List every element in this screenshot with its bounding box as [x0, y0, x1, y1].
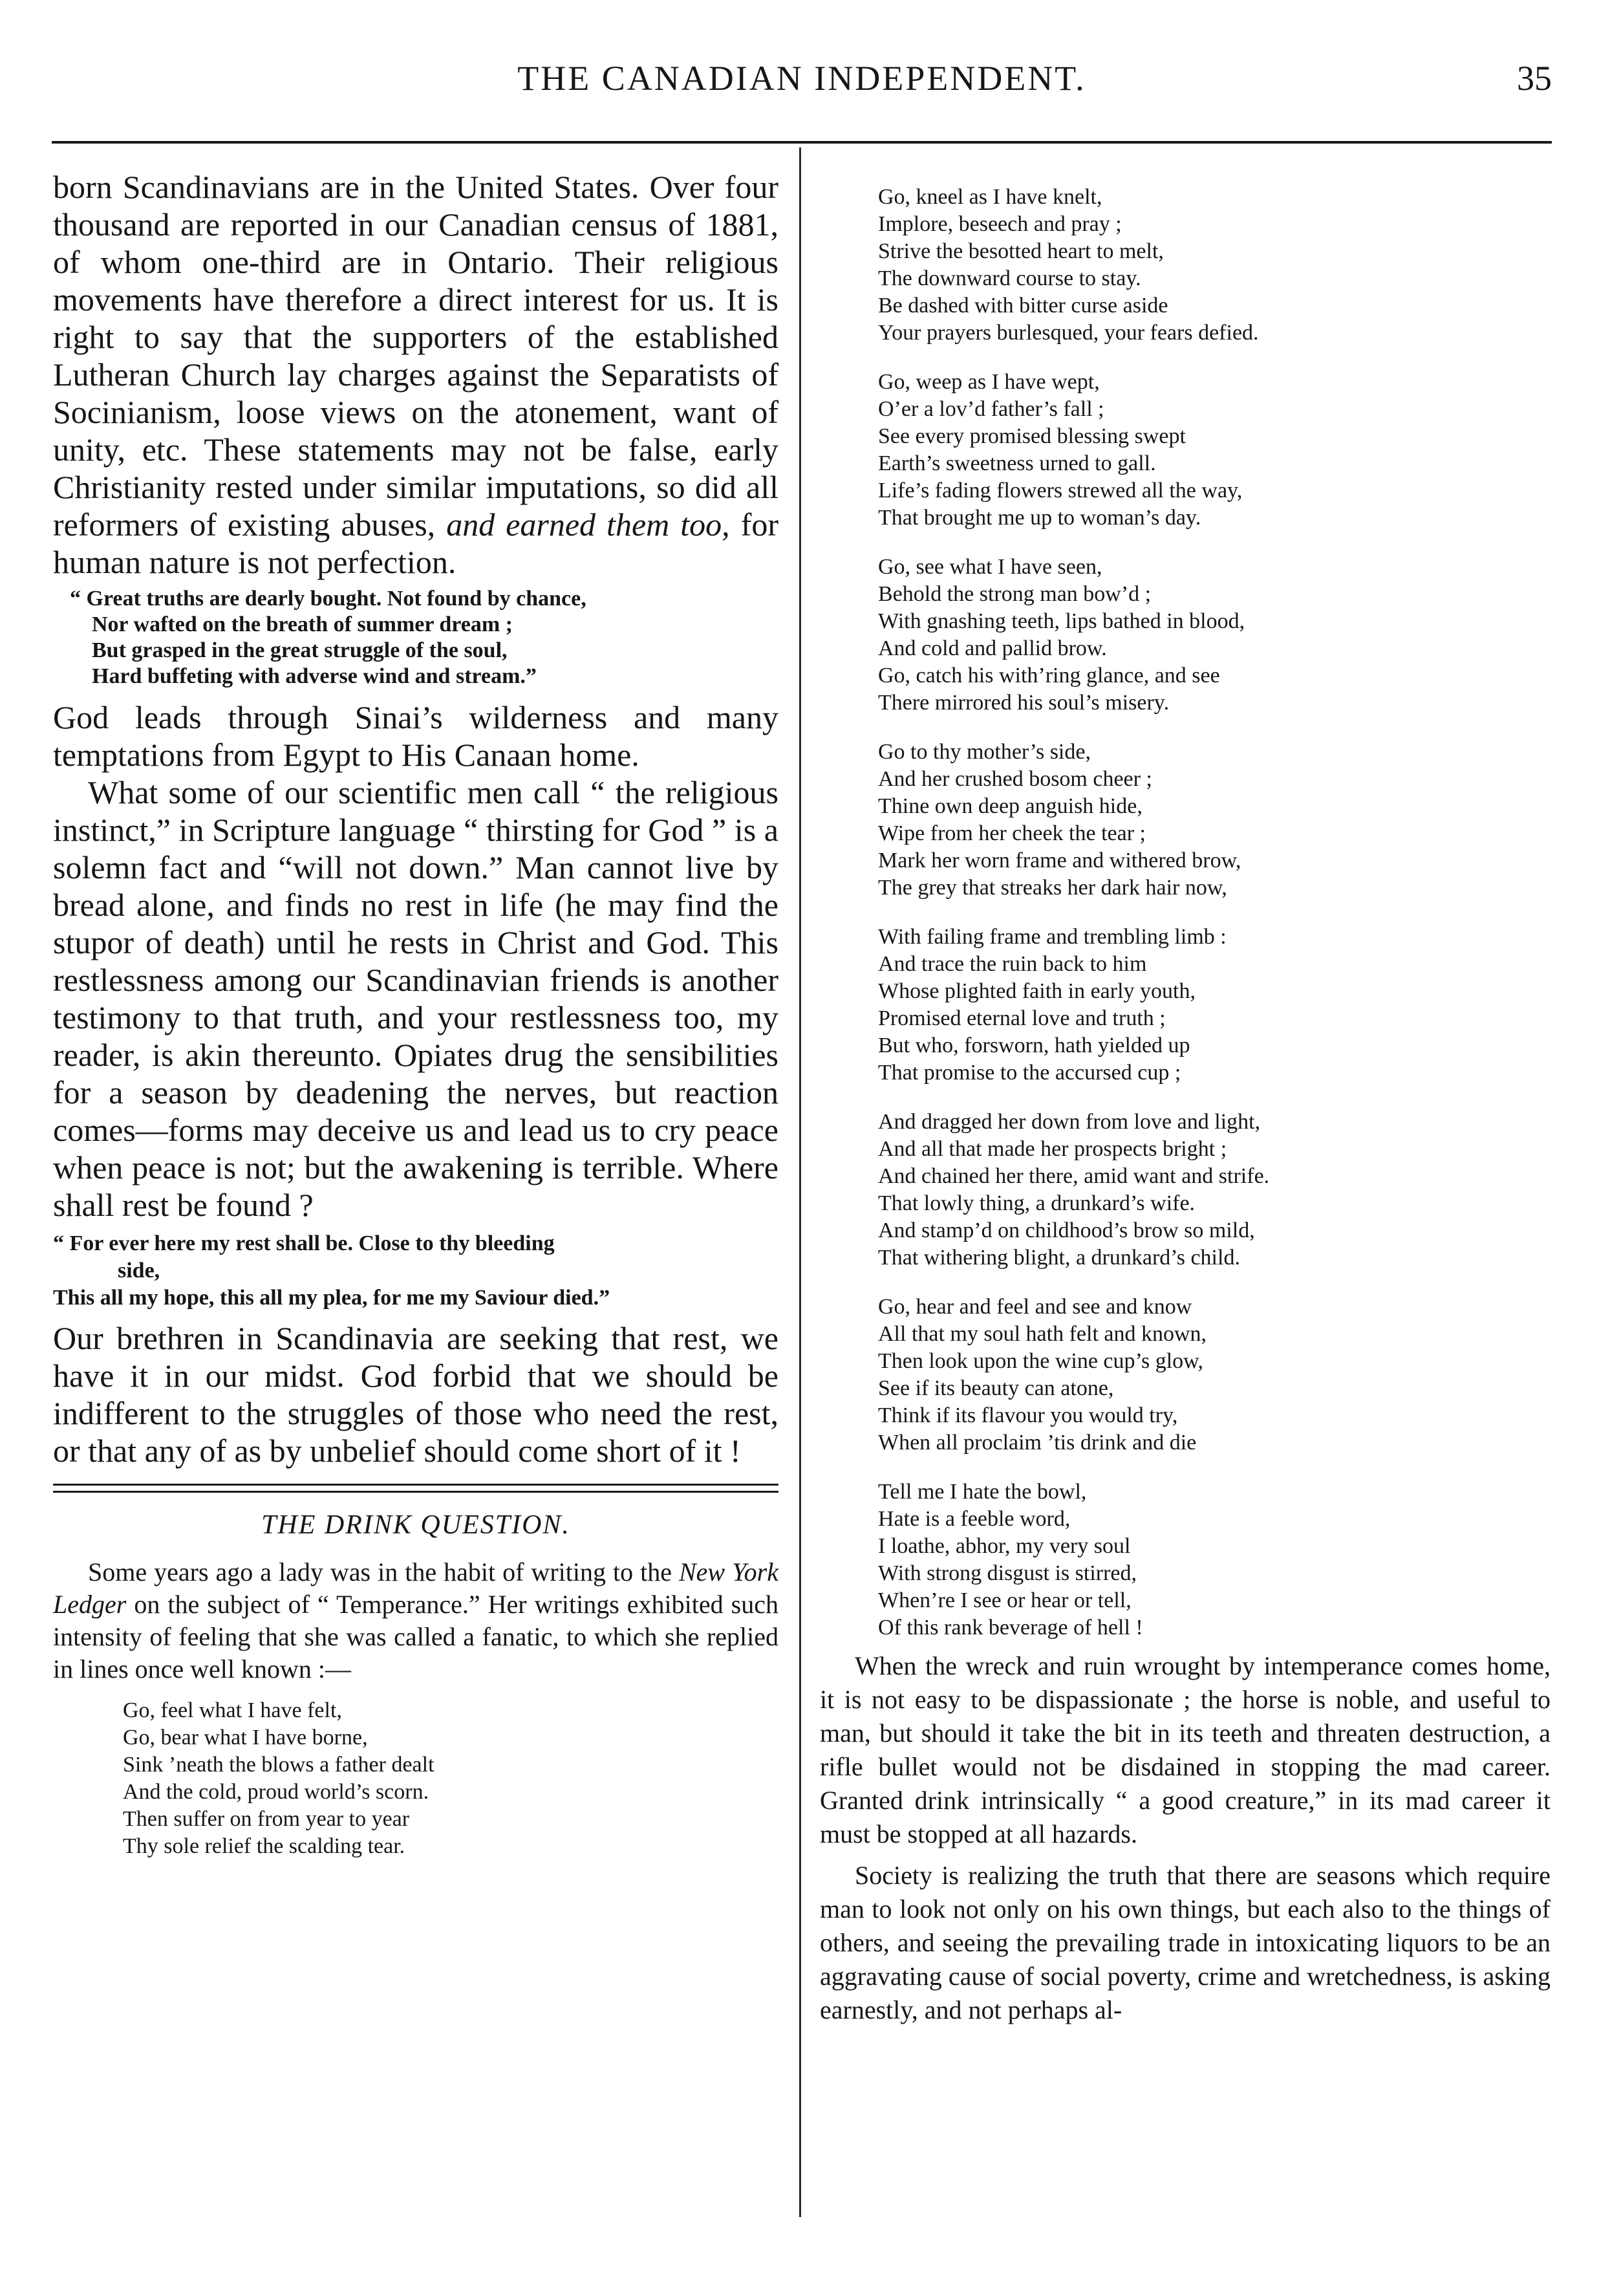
verse-line: Go, catch his with’ring glance, and see: [878, 664, 1220, 688]
verse-line: Your prayers burlesqued, your fears defied.: [878, 321, 1259, 345]
paragraph-text: for human nature is not perfection.: [53, 506, 778, 580]
verse-line: And chained her there, amid want and strife.: [878, 1164, 1270, 1188]
right-column: [820, 168, 1551, 2027]
verse-line: The grey that streaks her dark hair now,: [878, 876, 1227, 900]
section-title: THE DRINK QUESTION.: [261, 1510, 570, 1540]
verse-line: That brought me up to woman’s day.: [878, 506, 1201, 530]
verse-line: Think if its flavour you would try,: [878, 1403, 1178, 1427]
verse-line: All that my soul hath felt and known,: [878, 1322, 1207, 1346]
poem-stanza: [878, 184, 1551, 347]
paragraph: Society is realizing the truth that there are seasons which require man to look not only on his own things, but each also to the things of others, and seeing the prevailing trade in intoxicating liquors to be an aggravating cause of social poverty, crime and wretchedness, is asking earnestly, and not perhaps al-: [820, 1861, 1551, 2024]
verse-line: Whose plighted faith in early youth,: [878, 979, 1196, 1003]
verse-line: Go, see what I have seen,: [878, 555, 1102, 579]
verse-line: With failing frame and trembling limb :: [878, 925, 1227, 949]
verse-line: This all my hope, this all my plea, for me my Saviour died.”: [53, 1286, 610, 1310]
paragraph: [53, 168, 778, 581]
verse-line: “ For ever here my rest shall be. Close to thy bleeding: [53, 1231, 555, 1255]
section-rule: [53, 1484, 778, 1486]
hymn-quote: [53, 1230, 778, 1312]
page-number: 35: [1517, 59, 1552, 98]
verse-line: And trace the ruin back to him: [878, 952, 1147, 976]
verse-line: Tell me I hate the bowl,: [878, 1480, 1087, 1504]
verse-line: Behold the strong man bow’d ;: [878, 582, 1152, 606]
verse-line: See if its beauty can atone,: [878, 1376, 1114, 1400]
poem-stanza: [878, 1478, 1551, 1641]
verse-line: Strive the besotted heart to melt,: [878, 239, 1164, 263]
verse-line: Earth’s sweetness urned to gall.: [878, 451, 1156, 475]
verse-line: Go, hear and feel and see and know: [878, 1295, 1192, 1319]
verse-line: Then look upon the wine cup’s glow,: [878, 1349, 1203, 1373]
section-rule: [53, 1491, 778, 1493]
verse-line: And stamp’d on childhood’s brow so mild,: [878, 1218, 1255, 1242]
verse-line: Life’s fading flowers strewed all the way,: [878, 479, 1243, 503]
poem-stanza: [878, 924, 1551, 1087]
verse-line: There mirrored his soul’s misery.: [878, 691, 1170, 715]
verse-line: Thy sole relief the scalding tear.: [123, 1834, 405, 1858]
verse-line: And her crushed bosom cheer ;: [878, 767, 1152, 791]
verse-line: When all proclaim ’tis drink and die: [878, 1431, 1197, 1455]
verse-line: Go, bear what I have borne,: [123, 1726, 368, 1749]
verse-line: Sink ’neath the blows a father dealt: [123, 1753, 435, 1777]
italic-text: New York Ledger: [53, 1557, 778, 1619]
verse-line: Be dashed with bitter curse aside: [878, 294, 1168, 318]
verse-line: That withering blight, a drunkard’s child.: [878, 1246, 1240, 1270]
verse-line: Promised eternal love and truth ;: [878, 1006, 1166, 1030]
italic-text: and earned them too,: [446, 506, 730, 543]
poem-stanza: [878, 1294, 1551, 1457]
verse-line: O’er a lov’d father’s fall ;: [878, 397, 1104, 421]
column-divider: [799, 147, 801, 2217]
verse-line: side,: [118, 1259, 160, 1283]
verse-line: Implore, beseech and pray ;: [878, 212, 1122, 236]
verse-line: With strong disgust is stirred,: [878, 1561, 1137, 1585]
paragraph-text: born Scandinavians are in the United States. Over four thousand are reported in our Canadian census of 1881, of whom one-third are in Ontario. Their religious movements have therefore a direct interest for us. It is right to say that the supporters of the established Lutheran Church lay charges against the Separatists of Socinianism, loose views on the atonement, want of unity, etc. These statements may not be false, early Christianity rested under similar imputations, so did all reformers of existing abuses,: [53, 169, 778, 543]
verse-line: See every promised blessing swept: [878, 424, 1186, 448]
verse-line: But grasped in the great struggle of the soul,: [92, 638, 508, 662]
paragraph: When the wreck and ruin wrought by intemperance comes home, it is not easy to be dispassionate ; the horse is noble, and useful to man, but should it take the bit in its teeth and threaten destruction, a rifle bullet would not be disdained in stopping the mad career. Granted drink intrinsically “ a good creature,” in its mad career it must be stopped at all hazards.: [820, 1651, 1551, 1848]
paragraph-text: Some years ago a lady was in the habit of writing to the: [88, 1557, 672, 1587]
verse-line: “ Great truths are dearly bought. Not found by chance,: [70, 587, 586, 611]
verse-line: The downward course to stay.: [878, 266, 1141, 290]
verse-line: And the cold, proud world’s scorn.: [123, 1780, 429, 1804]
header-rule: [52, 141, 1552, 144]
verse-line: Then suffer on from year to year: [123, 1807, 410, 1831]
verse-line: Go, feel what I have felt,: [123, 1698, 342, 1722]
verse-line: And all that made her prospects bright ;: [878, 1137, 1227, 1161]
poem-stanza: [878, 554, 1551, 717]
verse-line: And cold and pallid brow.: [878, 636, 1107, 660]
verse-line: Of this rank beverage of hell !: [878, 1616, 1143, 1640]
verse-line: Nor wafted on the breath of summer dream ;: [92, 612, 513, 636]
verse-line: Hate is a feeble word,: [878, 1507, 1071, 1531]
verse-line: Go, kneel as I have knelt,: [878, 185, 1102, 209]
paragraph: Our brethren in Scandinavia are seeking that rest, we have it in our midst. God forbid that we should be indifferent to the struggles of those who need the rest, or that any of as by unbelief should come short of it !: [53, 1320, 778, 1469]
journal-title: THE CANADIAN INDEPENDENT.: [517, 59, 1086, 98]
paragraph: God leads through Sinai’s wilderness and many temptations from Egypt to His Canaan home.: [53, 699, 778, 773]
poem-stanza: [123, 1697, 778, 1860]
verse-line: Hard buffeting with adverse wind and stream.”: [92, 664, 537, 688]
verse-line: Thine own deep anguish hide,: [878, 794, 1143, 818]
verse-line: But who, forsworn, hath yielded up: [878, 1034, 1190, 1057]
verse-line: Wipe from her cheek the tear ;: [878, 821, 1146, 845]
verse-line: Go to thy mother’s side,: [878, 740, 1091, 764]
verse-line: That lowly thing, a drunkard’s wife.: [878, 1191, 1196, 1215]
verse-line: Mark her worn frame and withered brow,: [878, 849, 1241, 872]
verse-quote: [53, 586, 778, 689]
verse-line: I loathe, abhor, my very soul: [878, 1534, 1131, 1558]
verse-line: That promise to the accursed cup ;: [878, 1061, 1181, 1085]
verse-line: With gnashing teeth, lips bathed in blood,: [878, 609, 1245, 633]
poem-stanza: [878, 1109, 1551, 1272]
left-column: [53, 168, 778, 1882]
paragraph: [53, 1556, 778, 1685]
verse-line: Go, weep as I have wept,: [878, 370, 1100, 394]
verse-line: And dragged her down from love and light,: [878, 1110, 1261, 1134]
poem-stanza: [878, 739, 1551, 902]
poem-stanza: [878, 369, 1551, 532]
verse-line: When’re I see or hear or tell,: [878, 1588, 1132, 1612]
paragraph-text: on the subject of “ Temperance.” Her writings exhibited such intensity of feeling that she was called a fanatic, to which she replied in lines once well known :—: [53, 1590, 778, 1684]
paragraph: What some of our scientific men call “ the religious instinct,” in Scripture language “ thirsting for God ” is a solemn fact and “will not down.” Man cannot live by bread alone, and finds no rest in life (he may find the stupor of death) until he rests in Christ and God. This restlessness among our Scandinavian friends is another testimony to that truth, and your restlessness too, my reader, is akin thereunto. Opiates drug the sensibilities for a season by deadening the nerves, but reaction comes—forms may deceive us and lead us to cry peace when peace is not; but the awakening is terrible. Where shall rest be found ?: [53, 774, 778, 1223]
page-header: [52, 47, 1552, 118]
